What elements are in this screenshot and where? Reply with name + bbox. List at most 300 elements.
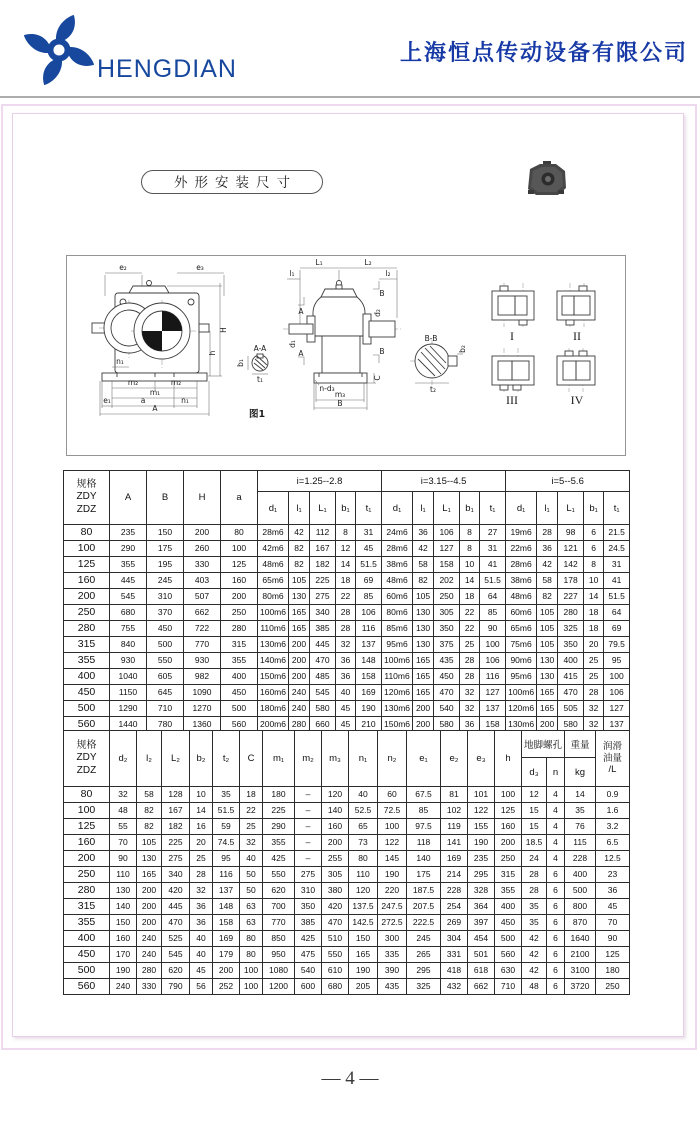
cell: 507 — [184, 589, 221, 605]
cell: 400 — [495, 899, 522, 915]
cell: 40 — [190, 947, 213, 963]
cell: 165 — [289, 621, 310, 637]
cell: 125 — [596, 947, 630, 963]
cell: 38m6 — [506, 573, 537, 589]
cell: 95m6 — [506, 669, 537, 685]
cell: 100 — [604, 669, 630, 685]
svg-text:H: H — [219, 327, 228, 333]
cell: 214 — [441, 867, 468, 883]
cell: 60m6 — [382, 589, 413, 605]
cell: 130 — [289, 589, 310, 605]
cell: 31 — [604, 557, 630, 573]
cell: 930 — [110, 653, 147, 669]
cell: 250 — [221, 605, 258, 621]
row-spec: 250 — [64, 867, 110, 883]
svg-text:e₁: e₁ — [103, 396, 111, 405]
cell: 340 — [162, 867, 190, 883]
cell: 18 — [460, 589, 480, 605]
col-header: a — [221, 471, 258, 525]
cell: 150m6 — [258, 669, 289, 685]
cell: 235 — [110, 525, 147, 541]
mounting-position-diagrams — [492, 283, 595, 407]
cell: 10 — [584, 573, 604, 589]
cell: 100 — [240, 979, 263, 995]
cell: 295 — [407, 963, 441, 979]
cell: 165 — [537, 685, 558, 701]
table-row — [64, 931, 630, 947]
row-spec: 560 — [64, 717, 110, 733]
cell: 119 — [441, 819, 468, 835]
cell: 125 — [495, 803, 522, 819]
cell: 304 — [441, 931, 468, 947]
cell: 50 — [240, 867, 263, 883]
page-frame — [1, 104, 697, 1050]
col-header: b₁ — [584, 492, 604, 525]
cell: 45 — [356, 541, 382, 557]
cell: 40 — [349, 787, 378, 803]
cell: 155 — [468, 819, 495, 835]
cell: 112 — [310, 525, 336, 541]
cell: 580 — [434, 717, 460, 733]
cell: 610 — [322, 963, 349, 979]
cell: 64 — [480, 589, 506, 605]
cell: 25 — [190, 851, 213, 867]
cell: 660 — [310, 717, 336, 733]
cell: 165 — [349, 947, 378, 963]
cell: 32 — [336, 637, 356, 653]
cell: 16 — [190, 819, 213, 835]
cell: 32 — [584, 701, 604, 717]
cell: 1640 — [565, 931, 596, 947]
cell: 15 — [522, 819, 547, 835]
cell: 245 — [147, 573, 184, 589]
cell: – — [295, 803, 322, 819]
cell: 1290 — [110, 701, 147, 717]
cell: 250 — [495, 851, 522, 867]
cell: 73 — [349, 835, 378, 851]
cell: 240 — [137, 931, 162, 947]
cell: 545 — [310, 685, 336, 701]
cell: 200m6 — [258, 717, 289, 733]
oil-column-header: 润滑 油量 /L — [596, 731, 630, 787]
cell: 21.5 — [604, 525, 630, 541]
cell: 158 — [213, 915, 240, 931]
cell: 106 — [604, 685, 630, 701]
cell: 106 — [434, 525, 460, 541]
table-row — [64, 803, 630, 819]
cell: 6 — [547, 915, 565, 931]
cell: 40 — [190, 931, 213, 947]
table-row — [64, 685, 630, 701]
col-header: b₁ — [460, 492, 480, 525]
cell: 160 — [221, 573, 258, 589]
cell: 1440 — [110, 717, 147, 733]
cell: 25 — [460, 637, 480, 653]
col-header: t₁ — [480, 492, 506, 525]
col-header: l₁ — [289, 492, 310, 525]
cell: 22 — [336, 589, 356, 605]
cell: 315 — [221, 637, 258, 653]
svg-text:B-B: B-B — [424, 334, 438, 343]
cell: 355 — [221, 653, 258, 669]
cell: 385 — [310, 621, 336, 637]
row-spec: 500 — [64, 963, 110, 979]
col-header: L₁ — [434, 492, 460, 525]
col-header: b₂ — [190, 731, 213, 787]
cell: 400 — [558, 653, 584, 669]
col-header: n — [547, 758, 565, 787]
cell: 255 — [322, 851, 349, 867]
cell: 470 — [162, 915, 190, 931]
cell: 80 — [240, 931, 263, 947]
cell: 118 — [407, 835, 441, 851]
cell: 252 — [213, 979, 240, 995]
table-row — [64, 653, 630, 669]
cell: 370 — [147, 605, 184, 621]
cell: 275 — [295, 867, 322, 883]
dimension-table-1 — [63, 470, 630, 733]
cell: 418 — [441, 963, 468, 979]
cell: 120 — [322, 787, 349, 803]
company-name: 上海恒点传动设备有限公司 — [399, 40, 688, 65]
row-spec: 200 — [64, 851, 110, 867]
cell: 79.5 — [604, 637, 630, 653]
cell: 355 — [495, 883, 522, 899]
cell: 22 — [460, 605, 480, 621]
cell: 28 — [522, 883, 547, 899]
table-row — [64, 589, 630, 605]
cell: 240 — [289, 701, 310, 717]
cell: 120m6 — [382, 685, 413, 701]
cell: 680 — [322, 979, 349, 995]
col-header: m₃ — [322, 731, 349, 787]
cell: 116 — [480, 669, 506, 685]
cell: 28 — [460, 653, 480, 669]
page-frame-inner — [12, 113, 684, 1037]
table-row — [64, 525, 630, 541]
svg-text:L₁: L₁ — [315, 258, 323, 267]
cell: 560 — [495, 947, 522, 963]
cell: 470 — [310, 653, 336, 669]
svg-text:B: B — [379, 289, 385, 298]
cell: 6 — [584, 541, 604, 557]
row-spec: 355 — [64, 915, 110, 931]
cell: 18 — [584, 605, 604, 621]
cell: 28 — [537, 525, 558, 541]
cell: 38m6 — [382, 557, 413, 573]
cell: 95 — [213, 851, 240, 867]
cell: 42m6 — [258, 541, 289, 557]
svg-text:n₁: n₁ — [181, 396, 189, 405]
cell: 60m6 — [506, 605, 537, 621]
cell: 148 — [356, 653, 382, 669]
cell: 102 — [441, 803, 468, 819]
cell: 58 — [137, 787, 162, 803]
cell: 950 — [263, 947, 295, 963]
cell: 141 — [441, 835, 468, 851]
cell: 32 — [240, 835, 263, 851]
cell: 200 — [289, 669, 310, 685]
cell: 6 — [547, 931, 565, 947]
cell: 272.5 — [378, 915, 407, 931]
cell: 100 — [378, 819, 407, 835]
cell: 6 — [547, 899, 565, 915]
cell: 130 — [537, 653, 558, 669]
cell: 48 — [110, 803, 137, 819]
cell: 75m6 — [506, 637, 537, 653]
cell: 14 — [460, 573, 480, 589]
cell: 25 — [584, 669, 604, 685]
cell: 710 — [495, 979, 522, 995]
svg-text:e₃: e₃ — [196, 263, 204, 272]
cell: 1270 — [184, 701, 221, 717]
cell: 790 — [162, 979, 190, 995]
cell: 31 — [356, 525, 382, 541]
cell: 187.5 — [407, 883, 441, 899]
col-header: d₂ — [110, 731, 137, 787]
cell: 100m6 — [382, 653, 413, 669]
cell: 142.5 — [349, 915, 378, 931]
svg-text:d₂: d₂ — [373, 309, 382, 317]
row-spec: 200 — [64, 589, 110, 605]
cell: 36 — [336, 653, 356, 669]
cell: 63 — [240, 915, 263, 931]
cell: 340 — [310, 605, 336, 621]
cell: 8 — [584, 557, 604, 573]
svg-text:l₁: l₁ — [289, 269, 295, 278]
dimension-table-2 — [63, 730, 630, 995]
cell: 280 — [137, 963, 162, 979]
svg-text:A: A — [152, 404, 158, 413]
cell: 48m6 — [258, 557, 289, 573]
table-row — [64, 899, 630, 915]
col-header: H — [184, 471, 221, 525]
cell: 48m6 — [382, 573, 413, 589]
cell: 475 — [295, 947, 322, 963]
cell: 14 — [565, 787, 596, 803]
ratio-group-header: i=5--5.6 — [506, 471, 630, 492]
cell: 48m6 — [506, 589, 537, 605]
col-header: L₂ — [162, 731, 190, 787]
cell: 105 — [537, 605, 558, 621]
svg-text:A: A — [298, 349, 304, 358]
row-spec: 450 — [64, 947, 110, 963]
cell: 175 — [407, 867, 441, 883]
cell: 55 — [110, 819, 137, 835]
cell: 550 — [322, 947, 349, 963]
svg-text:图1: 图1 — [248, 409, 266, 420]
cell: 180m6 — [258, 701, 289, 717]
col-header: d₁ — [382, 492, 413, 525]
cell: 90 — [110, 851, 137, 867]
cell: 220 — [378, 883, 407, 899]
cell: 140 — [322, 803, 349, 819]
cell: 275 — [310, 589, 336, 605]
cell: 127 — [604, 701, 630, 717]
cell: 4 — [547, 851, 565, 867]
cell: 51.5 — [480, 573, 506, 589]
cell: 227 — [558, 589, 584, 605]
col-header: d₃ — [522, 758, 547, 787]
cell: 137 — [480, 701, 506, 717]
cell: 305 — [434, 605, 460, 621]
table-row — [64, 883, 630, 899]
svg-text:t₁: t₁ — [257, 375, 263, 384]
cell: 4 — [547, 835, 565, 851]
col-header: b₁ — [336, 492, 356, 525]
svg-text:m₃: m₃ — [334, 390, 346, 399]
cell: 228 — [565, 851, 596, 867]
cell: 82 — [137, 803, 162, 819]
svg-text:IV: IV — [570, 393, 584, 407]
cell: 140 — [407, 851, 441, 867]
svg-text:B: B — [337, 399, 343, 408]
cell: 200 — [289, 637, 310, 653]
svg-text:A: A — [298, 307, 304, 316]
svg-text:a: a — [140, 396, 146, 405]
cell: 180 — [263, 787, 295, 803]
cell: 12.5 — [596, 851, 630, 867]
cell: 328 — [468, 883, 495, 899]
cell: 190 — [378, 867, 407, 883]
col-header: n₂ — [378, 731, 407, 787]
cell: 167 — [310, 541, 336, 557]
cell: 330 — [184, 557, 221, 573]
cell: 0.9 — [596, 787, 630, 803]
cell: 121 — [558, 541, 584, 557]
cell: 160 — [110, 931, 137, 947]
figure-box — [66, 255, 626, 456]
cell: 59 — [213, 819, 240, 835]
cell: 182 — [310, 557, 336, 573]
svg-text:l₂: l₂ — [385, 269, 391, 278]
svg-text:n-d₃: n-d₃ — [319, 384, 335, 393]
cell: 106 — [356, 605, 382, 621]
cell: 85 — [480, 605, 506, 621]
cell: 180 — [596, 963, 630, 979]
cell: 122 — [468, 803, 495, 819]
cell: 645 — [147, 685, 184, 701]
cell: 85m6 — [382, 621, 413, 637]
cell: 32 — [190, 883, 213, 899]
cell: 245 — [407, 931, 441, 947]
cell: 140m6 — [258, 653, 289, 669]
cell: 545 — [110, 589, 147, 605]
page-number: — 4 — — [321, 1068, 379, 1089]
cell: 710 — [147, 701, 184, 717]
cell: 40 — [240, 851, 263, 867]
cell: 165 — [137, 867, 162, 883]
cell: 445 — [310, 637, 336, 653]
cell: 680 — [110, 605, 147, 621]
cell: 982 — [184, 669, 221, 685]
cell: 127 — [480, 685, 506, 701]
cell: 82 — [413, 573, 434, 589]
cell: 130m6 — [258, 637, 289, 653]
cell: 28 — [336, 605, 356, 621]
cell: 82 — [137, 819, 162, 835]
cell: 662 — [468, 979, 495, 995]
cell: – — [295, 787, 322, 803]
cell: 1040 — [110, 669, 147, 685]
cell: 205 — [349, 979, 378, 995]
cell: 445 — [162, 899, 190, 915]
cell: 36 — [460, 717, 480, 733]
cell: 20 — [584, 637, 604, 653]
table-row — [64, 915, 630, 931]
cell: 28m6 — [382, 541, 413, 557]
svg-text:t₂: t₂ — [430, 385, 436, 394]
cell: 269 — [441, 915, 468, 931]
cell: 169 — [441, 851, 468, 867]
cell: 1090 — [184, 685, 221, 701]
svg-text:B: B — [379, 347, 385, 356]
cell: 335 — [378, 947, 407, 963]
cell: 120 — [349, 883, 378, 899]
cell: 23 — [596, 867, 630, 883]
cell: 31 — [480, 541, 506, 557]
cell: 19m6 — [506, 525, 537, 541]
outline-drawing — [67, 256, 625, 454]
cell: 64 — [604, 605, 630, 621]
cell: 52.5 — [349, 803, 378, 819]
cell: 501 — [468, 947, 495, 963]
cell: 110 — [110, 867, 137, 883]
cell: 3720 — [565, 979, 596, 995]
cell: 4 — [547, 787, 565, 803]
cell: 331 — [441, 947, 468, 963]
cell: 315 — [495, 867, 522, 883]
cell: 2100 — [565, 947, 596, 963]
cell: – — [295, 819, 322, 835]
cell: 120m6 — [506, 701, 537, 717]
col-header: l₁ — [537, 492, 558, 525]
cell: 36 — [190, 915, 213, 931]
cell: 105 — [537, 621, 558, 637]
cell: 36 — [596, 883, 630, 899]
cell: 200 — [537, 717, 558, 733]
cell: 454 — [468, 931, 495, 947]
cell: 28 — [460, 669, 480, 685]
cell: 200 — [413, 701, 434, 717]
cell: – — [295, 851, 322, 867]
cell: 755 — [110, 621, 147, 637]
svg-text:b₁: b₁ — [236, 359, 245, 367]
col-header: d₁ — [258, 492, 289, 525]
cell: 67.5 — [407, 787, 441, 803]
table-row — [64, 573, 630, 589]
cell: 850 — [263, 931, 295, 947]
cell: 42 — [522, 931, 547, 947]
cell: 170 — [110, 947, 137, 963]
table-row — [64, 867, 630, 883]
cell: 4 — [547, 819, 565, 835]
row-spec: 250 — [64, 605, 110, 621]
cell: 1360 — [184, 717, 221, 733]
cell: 40 — [336, 685, 356, 701]
col-header: h — [495, 731, 522, 787]
cell: 6 — [547, 883, 565, 899]
cell: 63 — [240, 899, 263, 915]
cell: 250 — [596, 979, 630, 995]
cell: 200 — [137, 915, 162, 931]
cell: 18 — [240, 787, 263, 803]
row-spec: 315 — [64, 899, 110, 915]
cell: 35 — [565, 803, 596, 819]
cell: 42 — [289, 525, 310, 541]
cell: 80 — [349, 851, 378, 867]
cell: 200 — [495, 835, 522, 851]
